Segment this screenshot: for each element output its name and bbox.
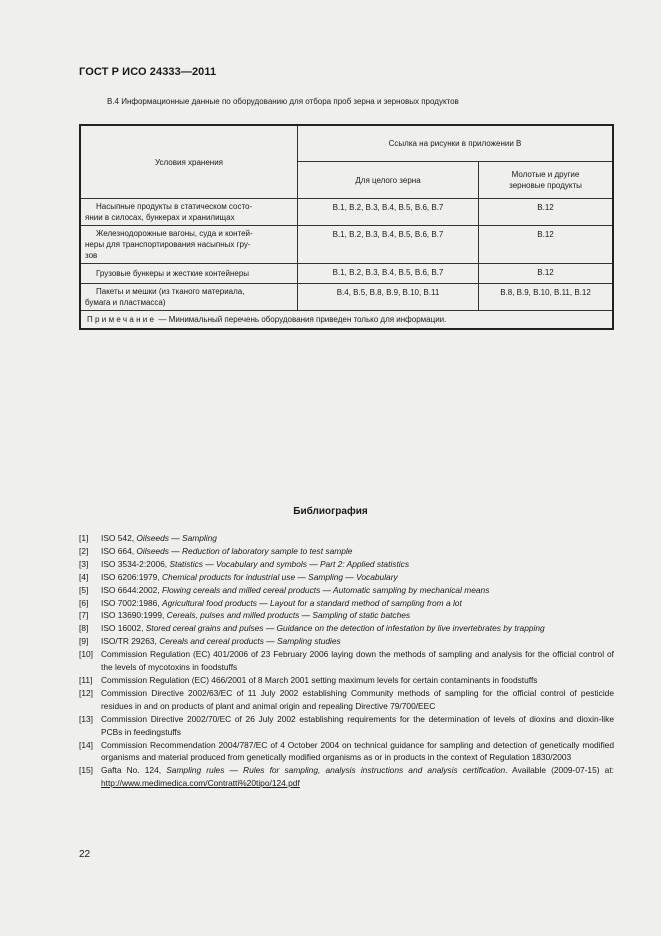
entry-number: [5]	[79, 584, 89, 595]
note-text: — Минимальный перечень оборудования приведен только для информации.	[158, 315, 447, 324]
entry-number: [10]	[79, 649, 93, 660]
entry-number: [12]	[79, 687, 93, 698]
ground-products-cell: B.12	[479, 264, 614, 284]
ground-products-cell: B.8, B.9, B.10, B.11, B.12	[479, 284, 614, 311]
whole-grain-cell: B.1, B.2, B.3, B.4, B.5, B.6, B.7	[298, 199, 479, 226]
entry-number: [3]	[79, 558, 89, 569]
header-figure-reference: Ссылка на рисунки в приложении B	[298, 125, 614, 162]
table-row	[80, 284, 613, 311]
bibliography-entry	[79, 571, 614, 584]
bibliography-entry	[79, 713, 614, 739]
entry-text: ISO 3534-2:2006, Statistics — Vocabulary and symbols — Part 2: Applied statistics	[101, 558, 410, 569]
bibliography-entry	[79, 558, 614, 571]
condition-line: Пакеты и мешки (из тканого материала,	[96, 287, 245, 296]
document-header: ГОСТ Р ИСО 24333—2011	[79, 66, 217, 78]
header-whole-grain: Для целого зерна	[298, 162, 479, 199]
condition-cell	[80, 284, 298, 311]
entry-number: [9]	[79, 636, 89, 647]
entry-text: ISO 13690:1999, Cereals, pulses and milled products — Sampling of static batches	[101, 610, 411, 621]
condition-line: янии в силосах, бункерах и хранилищах	[85, 213, 235, 222]
entry-text: Commission Recommendation 2004/787/EC of 4 October 2004 on technical guidance for sampling and detection of genetically modified organisms and material produced from genetically modified organisms as or in products in the context of Regulation 1830/2003	[101, 739, 614, 763]
bibliography-entry	[79, 764, 614, 790]
entry-text: Commission Directive 2002/70/EC of 26 July 2002 establishing requirements for the determination of levels of dioxins and dioxin-like PCBs in feedingstuffs	[101, 713, 614, 737]
entry-text: ISO 16002, Stored cereal grains and pulses — Guidance on the detection of infestation by live invertebrates by trapping	[101, 623, 545, 634]
entry-text: ISO 6644:2002, Flowing cereals and milled cereal products — Automatic sampling by mechanical means	[101, 584, 490, 595]
entry-number: [11]	[79, 674, 93, 685]
entry-text: ISO 7002:1986, Agricultural food products — Layout for a standard method of sampling from a lot	[101, 597, 462, 608]
entry-text: Commission Regulation (EC) 466/2001 of 8 March 2001 setting maximum levels for certain contaminants in foodstuffs	[101, 674, 538, 685]
bibliography-entry	[79, 739, 614, 765]
condition-line: Насыпные продукты в статическом состо-	[96, 202, 253, 211]
bibliography-entry	[79, 597, 614, 610]
entry-number: [7]	[79, 610, 89, 621]
entry-number: [8]	[79, 623, 89, 634]
entry-number: [15]	[79, 765, 93, 776]
table-row	[80, 199, 613, 226]
whole-grain-cell: B.4, B.5, B.8, B.9, B.10, B.11	[298, 284, 479, 311]
note-label: Примечание	[87, 315, 157, 324]
bibliography-list	[79, 532, 614, 790]
section-title: B.4 Информационные данные по оборудованию для отбора проб зерна и зерновых продуктов	[107, 97, 459, 106]
condition-cell	[80, 199, 298, 226]
whole-grain-cell: B.1, B.2, B.3, B.4, B.5, B.6, B.7	[298, 264, 479, 284]
bibliography-entry	[79, 687, 614, 713]
header-ground-line1: Молотые и другие	[511, 170, 580, 179]
entry-text: Gafta No. 124, Sampling rules — Rules for sampling, analysis instructions and analysis certification. Available (2009-07-15) at: http://www.medimedica.com/Contratti%20tipo/124.pdf	[101, 765, 614, 789]
whole-grain-cell: B.1, B.2, B.3, B.4, B.5, B.6, B.7	[298, 226, 479, 264]
condition-line: Железнодорожные вагоны, суда и контей-	[96, 229, 253, 238]
header-ground-line2: зерновые продукты	[509, 181, 582, 190]
entry-number: [14]	[79, 739, 93, 750]
equipment-table	[79, 124, 614, 330]
bibliography-entry	[79, 609, 614, 622]
bibliography-title: Библиография	[293, 506, 368, 517]
entry-number: [2]	[79, 545, 89, 556]
table-row	[80, 264, 613, 284]
condition-cell	[80, 264, 298, 284]
entry-number: [6]	[79, 597, 89, 608]
condition-line: бумага и пластмасса)	[85, 298, 166, 307]
entry-number: [1]	[79, 533, 89, 543]
bibliography-entry	[79, 622, 614, 635]
entry-text: ISO/TR 29263, Cereals and cereal products — Sampling studies	[101, 636, 341, 647]
condition-cell	[80, 226, 298, 264]
table-note	[80, 311, 613, 330]
header-storage-conditions: Условия хранения	[80, 125, 298, 199]
entry-text: ISO 6206:1979, Chemical products for industrial use — Sampling — Vocabulary	[101, 571, 398, 582]
ground-products-cell: B.12	[479, 226, 614, 264]
entry-text: ISO 542, Oilseeds — Sampling	[101, 533, 217, 543]
entry-number: [4]	[79, 571, 89, 582]
bibliography-entry	[79, 532, 614, 545]
bibliography-link[interactable]: http://www.medimedica.com/Contratti%20tipo/124.pdf	[101, 778, 300, 789]
bibliography-entry	[79, 584, 614, 597]
condition-line: Грузовые бункеры и жесткие контейнеры	[96, 269, 250, 278]
entry-text: Commission Regulation (EC) 401/2006 of 23 February 2006 laying down the methods of sampling and analysis for the official control of the levels of mycotoxins in foodstuffs	[101, 649, 614, 673]
table-row	[80, 226, 613, 264]
header-ground-products	[479, 162, 614, 199]
page-number: 22	[79, 849, 91, 860]
bibliography-entry	[79, 648, 614, 674]
entry-text: ISO 664, Oilseeds — Reduction of laboratory sample to test sample	[101, 545, 353, 556]
ground-products-cell: B.12	[479, 199, 614, 226]
bibliography-entry	[79, 674, 614, 687]
bibliography-entry	[79, 635, 614, 648]
condition-line: неры для транспортирования насыпных гру-	[85, 240, 251, 249]
bibliography-entry	[79, 545, 614, 558]
condition-line: зов	[85, 251, 98, 260]
entry-text: Commission Directive 2002/63/EC of 11 July 2002 establishing Community methods of sampling for the official control of pesticide residues in and on products of plant and animal origin and repealing Directive 79/700/EEC	[101, 687, 614, 711]
entry-number: [13]	[79, 713, 93, 724]
